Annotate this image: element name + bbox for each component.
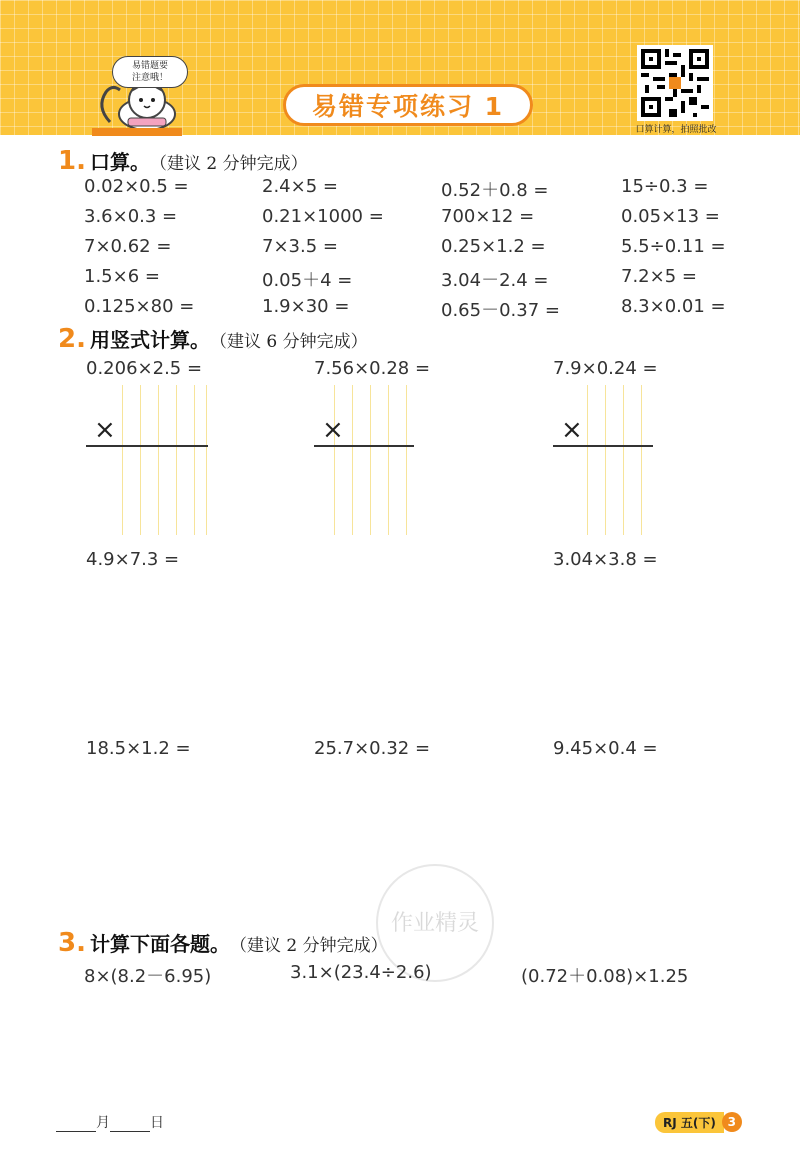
vertical-problem: 4.9×7.3 = — [86, 549, 180, 570]
times-sign: × — [322, 415, 344, 445]
times-sign: × — [561, 415, 583, 445]
vertical-work-area[interactable] — [314, 385, 444, 535]
oral-problem: 3.6×0.3 = — [84, 206, 178, 227]
page-number: 3 — [722, 1112, 742, 1132]
section-2-heading — [58, 324, 368, 354]
section-2-label: 用竖式计算。 — [89, 328, 210, 352]
day-label: 日 — [150, 1115, 164, 1131]
month-label: 月 — [96, 1115, 110, 1131]
oral-problem: 0.25×1.2 = — [441, 236, 546, 257]
month-blank[interactable] — [56, 1118, 96, 1132]
oral-problem: 7×3.5 = — [262, 236, 338, 257]
date-field[interactable] — [56, 1112, 164, 1132]
mixed-problem: 8×(8.2－6.95) — [84, 966, 212, 987]
answer-line — [553, 445, 653, 447]
section-3-number: 3. — [58, 928, 86, 958]
oral-problem: 7.2×5 = — [621, 266, 697, 287]
section-1-number: 1. — [58, 146, 86, 176]
page-title: 易错专项练习 1 — [311, 92, 505, 121]
oral-problem: 15÷0.3 = — [621, 176, 709, 197]
oral-problem: 7×0.62 = — [84, 236, 172, 257]
qr-code-icon[interactable] — [637, 45, 713, 121]
section-1-hint: （建议 2 分钟完成） — [149, 154, 308, 174]
vertical-problem: 3.04×3.8 = — [553, 549, 658, 570]
oral-problem: 1.5×6 = — [84, 266, 160, 287]
oral-problem: 0.21×1000 = — [262, 206, 384, 227]
vertical-problem: 25.7×0.32 = — [314, 738, 431, 759]
oral-problem: 0.52＋0.8 = — [441, 180, 549, 201]
answer-line — [86, 445, 208, 447]
section-1-heading — [58, 146, 308, 176]
header-band — [0, 0, 800, 135]
vertical-problem: 18.5×1.2 = — [86, 738, 191, 759]
vertical-problem: 9.45×0.4 = — [553, 738, 658, 759]
section-3-hint: （建议 2 分钟完成） — [229, 936, 388, 956]
oral-problem: 8.3×0.01 = — [621, 296, 726, 317]
title-pill — [283, 84, 533, 126]
oral-problem: 0.05＋4 = — [262, 270, 353, 291]
speech-bubble — [112, 56, 188, 88]
section-3-heading — [58, 928, 388, 958]
oral-problem: 0.65－0.37 = — [441, 300, 560, 321]
qr-caption: 口算计算，拍照批改 — [635, 125, 717, 135]
oral-problem: 0.05×13 = — [621, 206, 720, 227]
bubble-line-2: 注意哦！ — [131, 73, 168, 83]
vertical-work-area[interactable] — [86, 385, 216, 535]
bubble-line-1: 易错题要 — [131, 61, 168, 71]
mixed-problem: (0.72＋0.08)×1.25 — [521, 966, 689, 987]
day-blank[interactable] — [110, 1118, 150, 1132]
section-2-number: 2. — [58, 324, 86, 354]
oral-problem: 0.02×0.5 = — [84, 176, 189, 197]
section-3-label: 计算下面各题。 — [89, 932, 230, 956]
oral-problem: 700×12 = — [441, 206, 535, 227]
oral-problem: 1.9×30 = — [262, 296, 350, 317]
grade-label: RJ 五(下) — [655, 1112, 724, 1133]
times-sign: × — [94, 415, 116, 445]
vertical-problem: 7.56×0.28 = — [314, 358, 431, 379]
vertical-work-area[interactable] — [553, 385, 683, 535]
grade-badge — [655, 1112, 742, 1132]
section-1-label: 口算。 — [89, 150, 150, 174]
oral-problem: 2.4×5 = — [262, 176, 338, 197]
mixed-problem: 3.1×(23.4÷2.6) — [290, 962, 432, 983]
answer-line — [314, 445, 414, 447]
vertical-problem: 7.9×0.24 = — [553, 358, 658, 379]
watermark-text: 作业精灵 — [390, 911, 480, 936]
vertical-problem: 0.206×2.5 = — [86, 358, 203, 379]
oral-problem: 5.5÷0.11 = — [621, 236, 726, 257]
oral-problem: 3.04－2.4 = — [441, 270, 549, 291]
oral-problem: 0.125×80 = — [84, 296, 195, 317]
section-2-hint: （建议 6 分钟完成） — [209, 332, 368, 352]
